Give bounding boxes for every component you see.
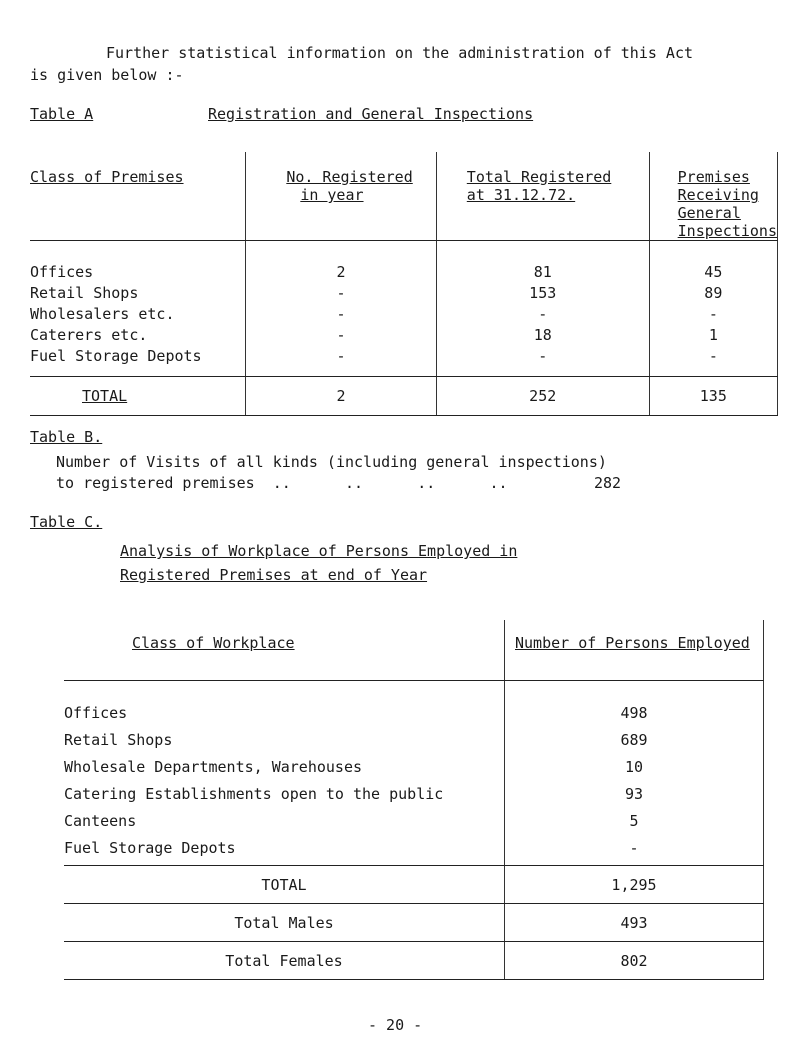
header-number: Number of Persons Employed xyxy=(505,620,764,681)
table-row xyxy=(64,681,764,727)
header-workplace: Class of Workplace xyxy=(64,620,505,681)
table-c-title-line-2: Registered Premises at end of Year xyxy=(120,566,428,584)
table-a xyxy=(30,152,778,416)
table-row xyxy=(30,347,778,377)
total-registered: 2 xyxy=(246,377,436,416)
table-row xyxy=(64,780,764,807)
table-row xyxy=(30,241,778,285)
header-receiving: Premises Receiving General Inspections xyxy=(649,152,777,241)
header-class: Class of Premises xyxy=(30,152,246,241)
table-c-females-row xyxy=(64,942,764,980)
table-row xyxy=(64,834,764,866)
row-registered: 2 xyxy=(246,241,436,285)
row-total: 18 xyxy=(436,326,649,347)
row-class: Wholesale Departments, Warehouses xyxy=(64,757,363,776)
table-c-header-row xyxy=(64,620,764,681)
intro-line-1: Further statistical information on the administration of this Act xyxy=(106,44,693,62)
row-number: 5 xyxy=(505,807,764,834)
row-total: - xyxy=(436,305,649,326)
row-receiving: 45 xyxy=(649,241,777,285)
table-row xyxy=(64,807,764,834)
row-number: - xyxy=(505,834,764,866)
males-number: 493 xyxy=(505,904,764,942)
table-row xyxy=(30,326,778,347)
table-b-value: 282 xyxy=(594,474,622,492)
table-row xyxy=(64,726,764,753)
row-class: Catering Establishments open to the public xyxy=(64,784,444,803)
row-receiving: 89 xyxy=(649,284,777,305)
females-label: Total Females xyxy=(64,942,505,980)
row-class: Retail Shops xyxy=(30,284,139,302)
intro-line-2: is given below :- xyxy=(30,66,184,84)
table-c-total-row xyxy=(64,866,764,904)
males-label: Total Males xyxy=(64,904,505,942)
row-total: - xyxy=(436,347,649,377)
row-registered: - xyxy=(246,284,436,305)
row-class: Fuel Storage Depots xyxy=(30,347,246,377)
row-number: 93 xyxy=(505,780,764,807)
row-registered: - xyxy=(246,305,436,326)
row-registered: - xyxy=(246,347,436,377)
table-a-title: Registration and General Inspections xyxy=(208,105,534,123)
row-class: Retail Shops xyxy=(64,730,173,749)
row-number: 689 xyxy=(505,726,764,753)
table-row xyxy=(30,305,778,326)
page-number: - 20 - xyxy=(368,1016,423,1034)
table-b-label: Table B. xyxy=(30,428,103,446)
table-b-line-1: Number of Visits of all kinds (including general inspections) xyxy=(56,453,607,471)
row-total: 153 xyxy=(436,284,649,305)
row-receiving: 1 xyxy=(649,326,777,347)
row-registered: - xyxy=(246,326,436,347)
row-class: Offices xyxy=(64,703,128,722)
table-c-title-line-1: Analysis of Workplace of Persons Employed in xyxy=(120,542,518,560)
row-receiving: - xyxy=(649,347,777,377)
table-a-label: Table A xyxy=(30,105,94,123)
total-receiving: 135 xyxy=(649,377,777,416)
row-class: Offices xyxy=(30,263,94,281)
table-row xyxy=(30,284,778,305)
total-label: TOTAL xyxy=(30,377,246,416)
total-total: 252 xyxy=(436,377,649,416)
total-label: TOTAL xyxy=(64,866,505,904)
row-class: Wholesalers etc. xyxy=(30,305,175,323)
row-receiving: - xyxy=(649,305,777,326)
table-c-label: Table C. xyxy=(30,513,103,531)
table-c xyxy=(64,620,764,980)
table-a-header-row xyxy=(30,152,778,241)
header-registered: No. Registered in year xyxy=(246,152,436,241)
table-row xyxy=(64,753,764,780)
header-total: Total Registered at 31.12.72. xyxy=(436,152,649,241)
table-a-total-row xyxy=(30,377,778,416)
row-class: Fuel Storage Depots xyxy=(64,834,505,866)
row-number: 498 xyxy=(505,681,764,727)
row-total: 81 xyxy=(436,241,649,285)
row-number: 10 xyxy=(505,753,764,780)
row-class: Caterers etc. xyxy=(30,326,148,344)
total-number: 1,295 xyxy=(505,866,764,904)
table-c-males-row xyxy=(64,904,764,942)
females-number: 802 xyxy=(505,942,764,980)
table-b-line-2: to registered premises .. .. .. .. xyxy=(56,474,508,492)
row-class: Canteens xyxy=(64,811,137,830)
